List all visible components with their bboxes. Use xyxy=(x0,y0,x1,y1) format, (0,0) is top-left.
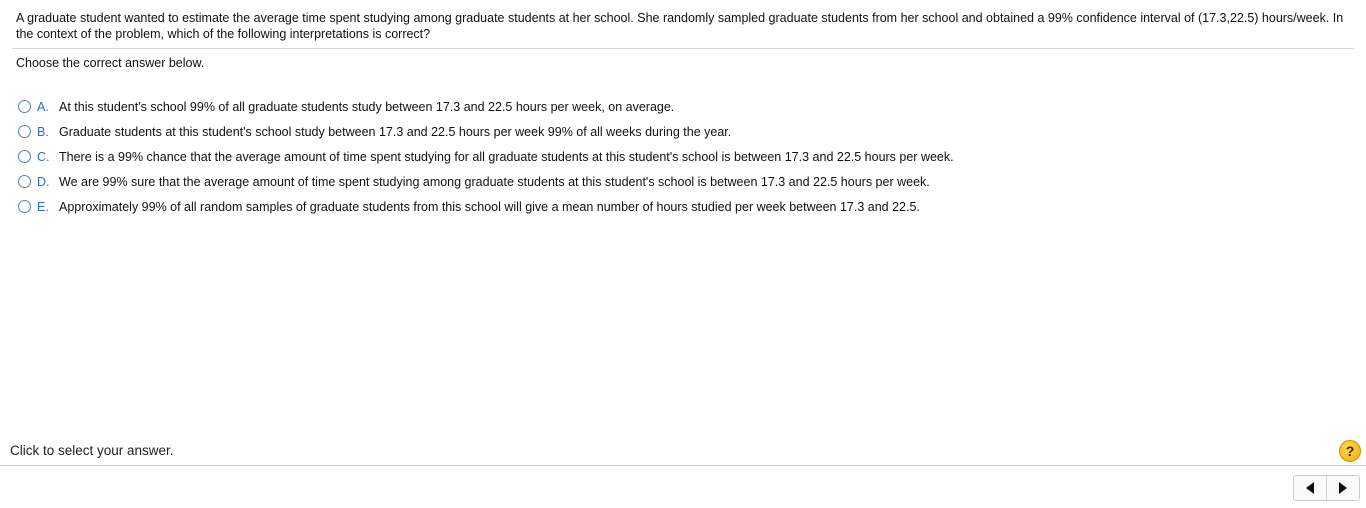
option-letter: B. xyxy=(37,124,49,139)
previous-button[interactable] xyxy=(1294,476,1326,500)
triangle-left-icon xyxy=(1305,482,1315,494)
option-letter: E. xyxy=(37,199,49,214)
answer-options xyxy=(18,94,954,219)
status-text: Click to select your answer. xyxy=(10,443,174,458)
option-d[interactable] xyxy=(18,169,954,194)
option-text[interactable]: There is a 99% chance that the average amount of time spent studying for all graduate students at this student's school is between 17.3 and 22.5 hours per week. xyxy=(59,149,954,164)
next-button[interactable] xyxy=(1327,476,1359,500)
help-icon[interactable]: ? xyxy=(1339,440,1361,462)
radio-button-a[interactable] xyxy=(18,100,31,113)
option-text[interactable]: We are 99% sure that the average amount of time spent studying among graduate students at this student's school is between 17.3 and 22.5 hours per week. xyxy=(59,174,930,189)
radio-button-e[interactable] xyxy=(18,200,31,213)
option-letter: A. xyxy=(37,99,49,114)
option-text[interactable]: At this student's school 99% of all graduate students study between 17.3 and 22.5 hours per week, on average. xyxy=(59,99,675,114)
option-b[interactable] xyxy=(18,119,954,144)
option-text[interactable]: Approximately 99% of all random samples of graduate students from this school will give a mean number of hours studied per week between 17.3 and 22.5. xyxy=(59,199,920,214)
option-text[interactable]: Graduate students at this student's school study between 17.3 and 22.5 hours per week 99% of all weeks during the year. xyxy=(59,124,732,139)
navigation-controls xyxy=(1293,475,1360,501)
option-letter: C. xyxy=(37,149,50,164)
radio-button-c[interactable] xyxy=(18,150,31,163)
bottom-divider xyxy=(0,465,1366,466)
radio-button-d[interactable] xyxy=(18,175,31,188)
top-divider xyxy=(12,48,1354,49)
option-c[interactable] xyxy=(18,144,954,169)
radio-button-b[interactable] xyxy=(18,125,31,138)
instruction-text: Choose the correct answer below. xyxy=(16,56,205,70)
question-text: A graduate student wanted to estimate the average time spent studying among graduate students at her school. She randomly sampled graduate students from her school and obtained a 99% confidence interval of (17.3,22.5) hours/week. In the context of the problem, which of the following interpretations is correct? xyxy=(16,11,1344,41)
option-e[interactable] xyxy=(18,194,954,219)
option-letter: D. xyxy=(37,174,50,189)
option-a[interactable] xyxy=(18,94,954,119)
triangle-right-icon xyxy=(1338,482,1348,494)
